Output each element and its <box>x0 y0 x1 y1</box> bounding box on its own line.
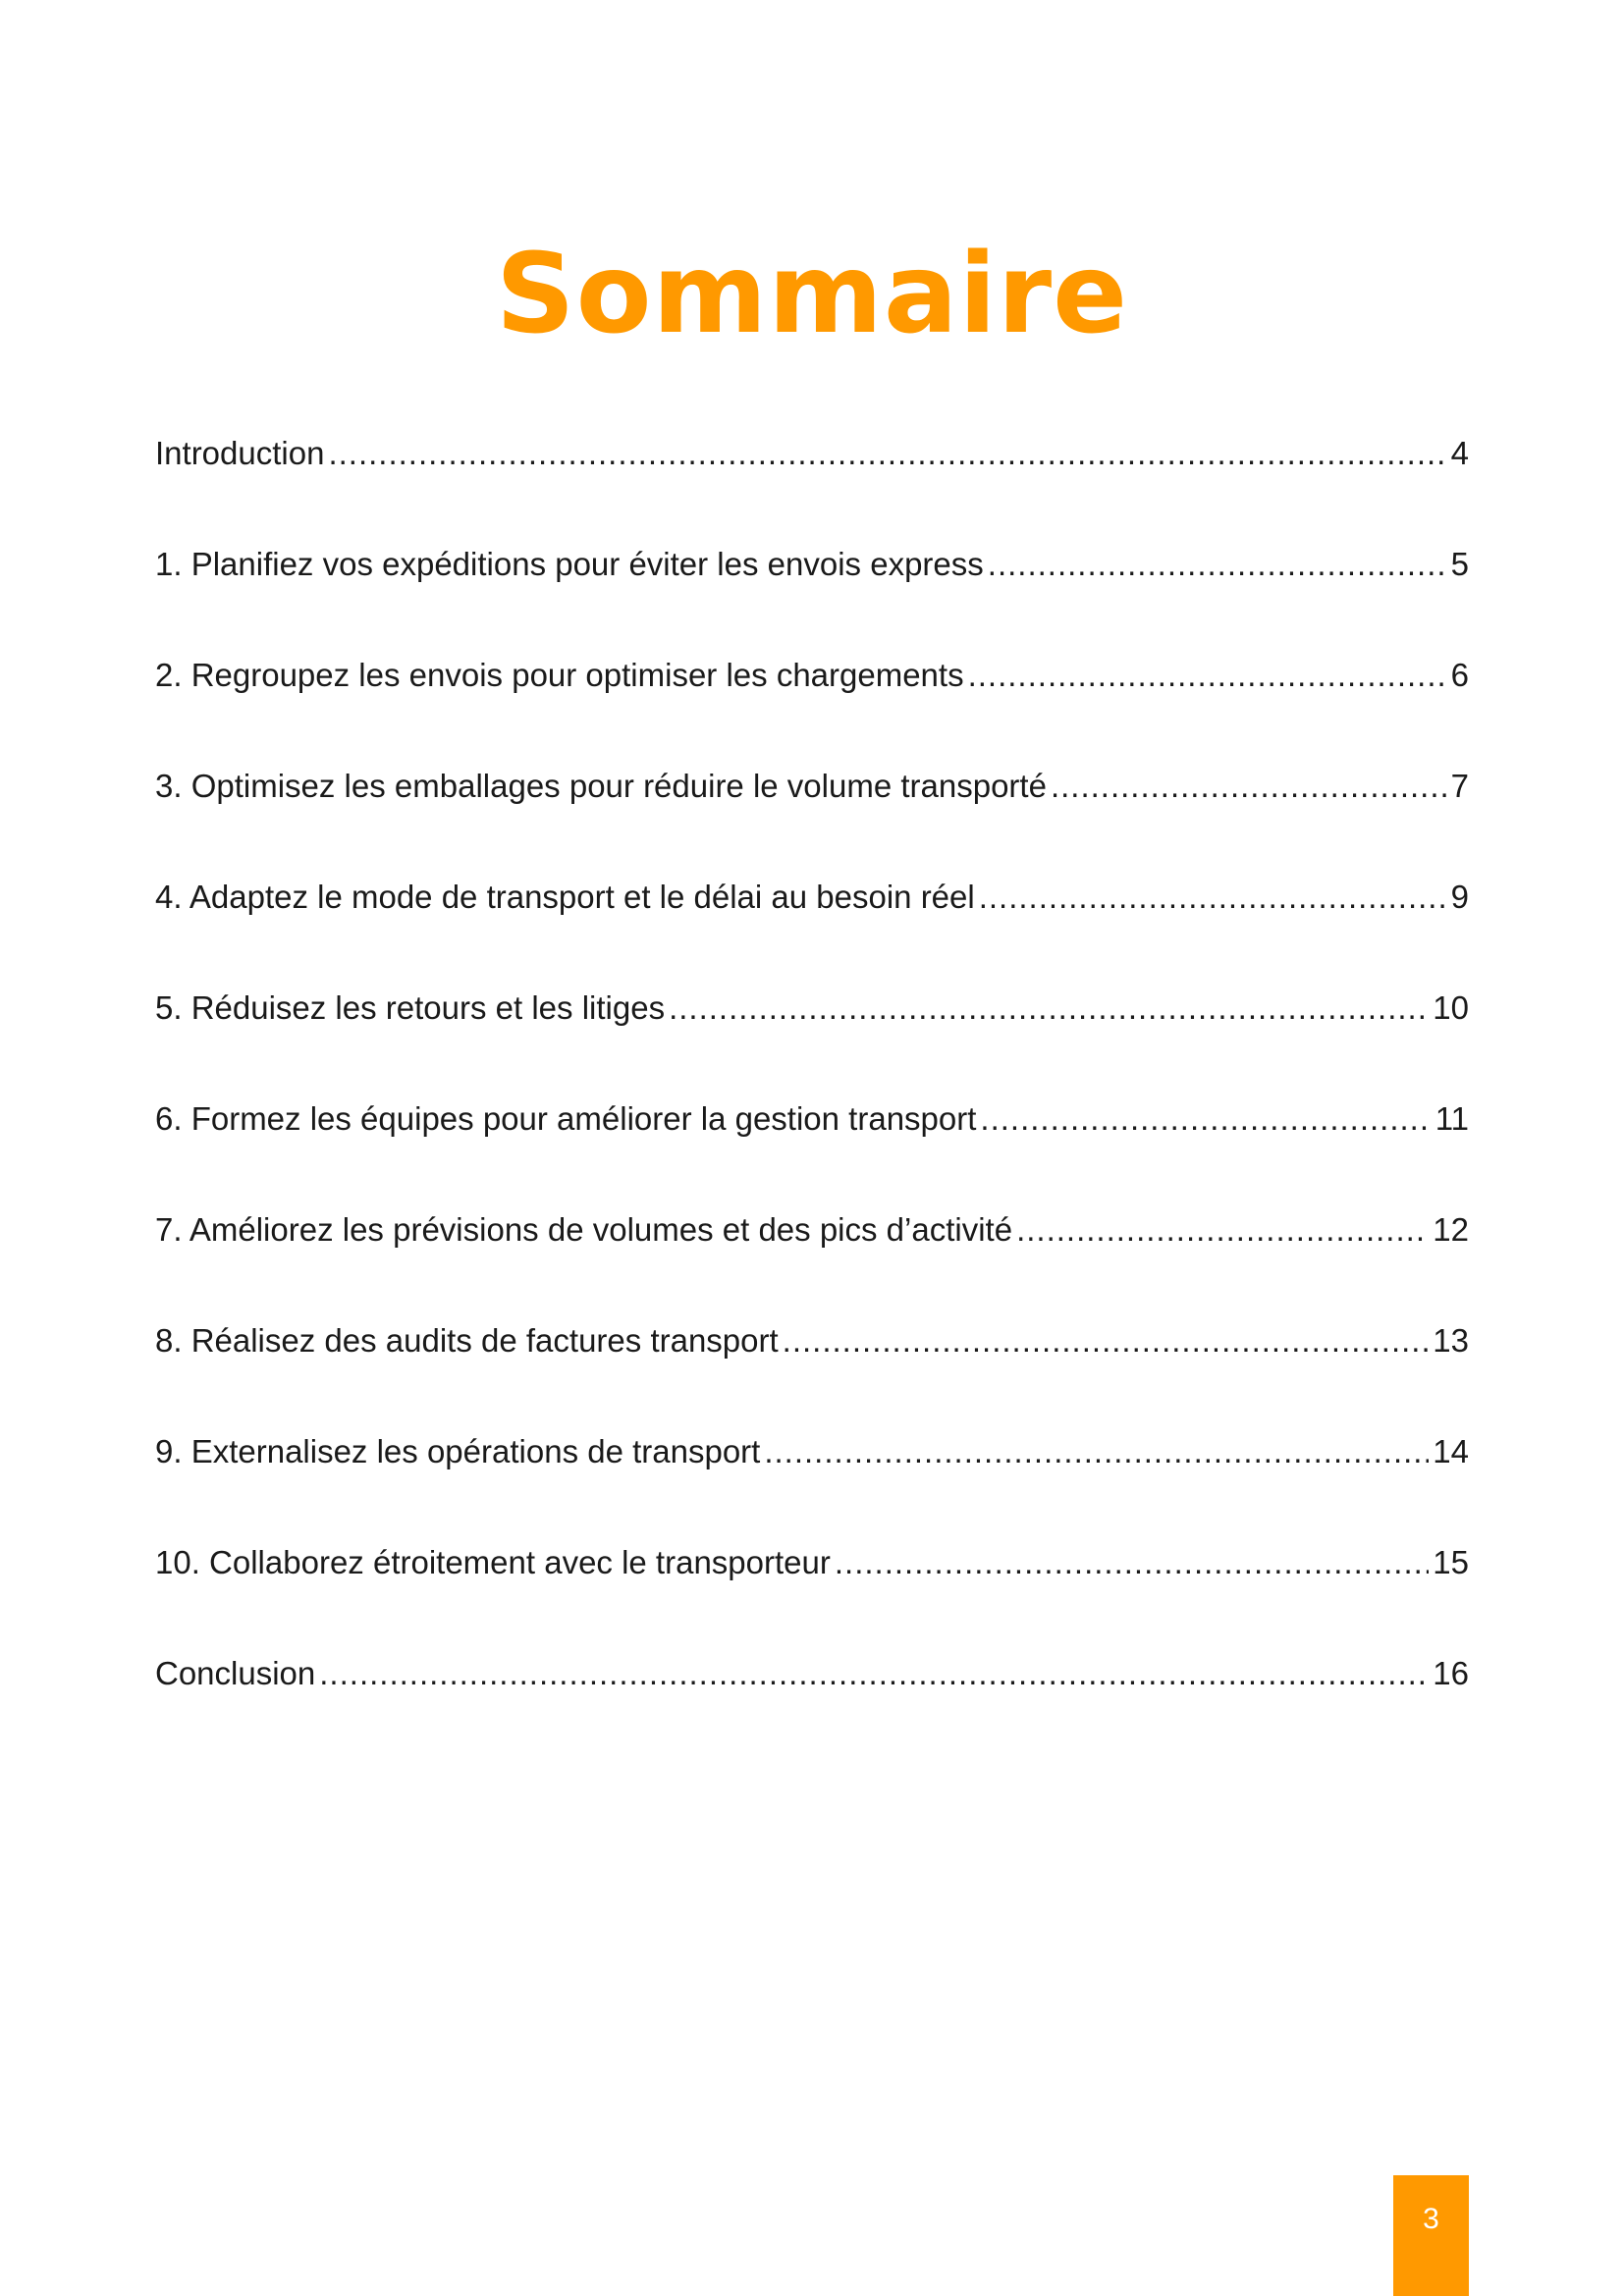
toc-entry-page: 10 <box>1433 989 1469 1026</box>
table-of-contents <box>155 424 1469 1755</box>
toc-entry-title: 9. Externalisez les opérations de transport <box>155 1433 761 1469</box>
toc-dot-leader <box>1051 757 1447 816</box>
toc-entry-title: Introduction <box>155 435 325 471</box>
toc-entry-title: 2. Regroupez les envois pour optimiser les chargements <box>155 657 964 693</box>
toc-entry-4[interactable] <box>155 868 1469 979</box>
toc-entry-10[interactable] <box>155 1533 1469 1644</box>
toc-dot-leader <box>319 1644 1429 1703</box>
toc-entry-title: 4. Adaptez le mode de transport et le délai au besoin réel <box>155 879 975 915</box>
page-number-badge <box>1393 2175 1469 2296</box>
toc-entry-page: 9 <box>1450 879 1469 915</box>
toc-entry-page: 15 <box>1433 1544 1469 1580</box>
toc-entry-page: 5 <box>1450 546 1469 582</box>
toc-entry-page: 14 <box>1433 1433 1469 1469</box>
toc-entry-1[interactable] <box>155 535 1469 646</box>
toc-entry-title: 8. Réalisez des audits de factures transport <box>155 1322 779 1359</box>
toc-dot-leader <box>835 1533 1429 1592</box>
toc-entry-page: 11 <box>1435 1100 1469 1137</box>
toc-dot-leader <box>979 868 1447 927</box>
toc-entry-5[interactable] <box>155 979 1469 1090</box>
toc-entry-7[interactable] <box>155 1201 1469 1311</box>
toc-entry-title: Conclusion <box>155 1655 316 1691</box>
page-number: 3 <box>1423 2203 1439 2235</box>
toc-entry-page: 13 <box>1433 1322 1469 1359</box>
toc-dot-leader <box>669 979 1429 1038</box>
toc-entry-title: 10. Collaborez étroitement avec le transporteur <box>155 1544 831 1580</box>
toc-entry-page: 6 <box>1450 657 1469 693</box>
toc-dot-leader <box>783 1311 1430 1370</box>
toc-dot-leader <box>968 646 1447 705</box>
toc-entry-title: 5. Réduisez les retours et les litiges <box>155 989 666 1026</box>
toc-dot-leader <box>980 1090 1431 1148</box>
toc-entry-9[interactable] <box>155 1422 1469 1533</box>
toc-dot-leader <box>764 1422 1429 1481</box>
toc-entry-title: 1. Planifiez vos expéditions pour éviter les envois express <box>155 546 984 582</box>
page-title: Sommaire <box>495 231 1129 359</box>
toc-entry-title: 3. Optimisez les emballages pour réduire le volume transporté <box>155 768 1047 804</box>
toc-entry-page: 12 <box>1433 1211 1469 1248</box>
toc-dot-leader <box>988 535 1447 594</box>
toc-entry-page: 4 <box>1450 435 1469 471</box>
toc-entry-title: 6. Formez les équipes pour améliorer la gestion transport <box>155 1100 977 1137</box>
toc-entry-conclusion[interactable] <box>155 1644 1469 1755</box>
toc-entry-6[interactable] <box>155 1090 1469 1201</box>
toc-dot-leader <box>1016 1201 1429 1259</box>
toc-entry-introduction[interactable] <box>155 424 1469 535</box>
toc-entry-3[interactable] <box>155 757 1469 868</box>
toc-dot-leader <box>328 424 1446 483</box>
toc-entry-title: 7. Améliorez les prévisions de volumes et des pics d’activité <box>155 1211 1013 1248</box>
toc-entry-page: 7 <box>1450 768 1469 804</box>
toc-entry-page: 16 <box>1433 1655 1469 1691</box>
toc-entry-8[interactable] <box>155 1311 1469 1422</box>
toc-entry-2[interactable] <box>155 646 1469 757</box>
